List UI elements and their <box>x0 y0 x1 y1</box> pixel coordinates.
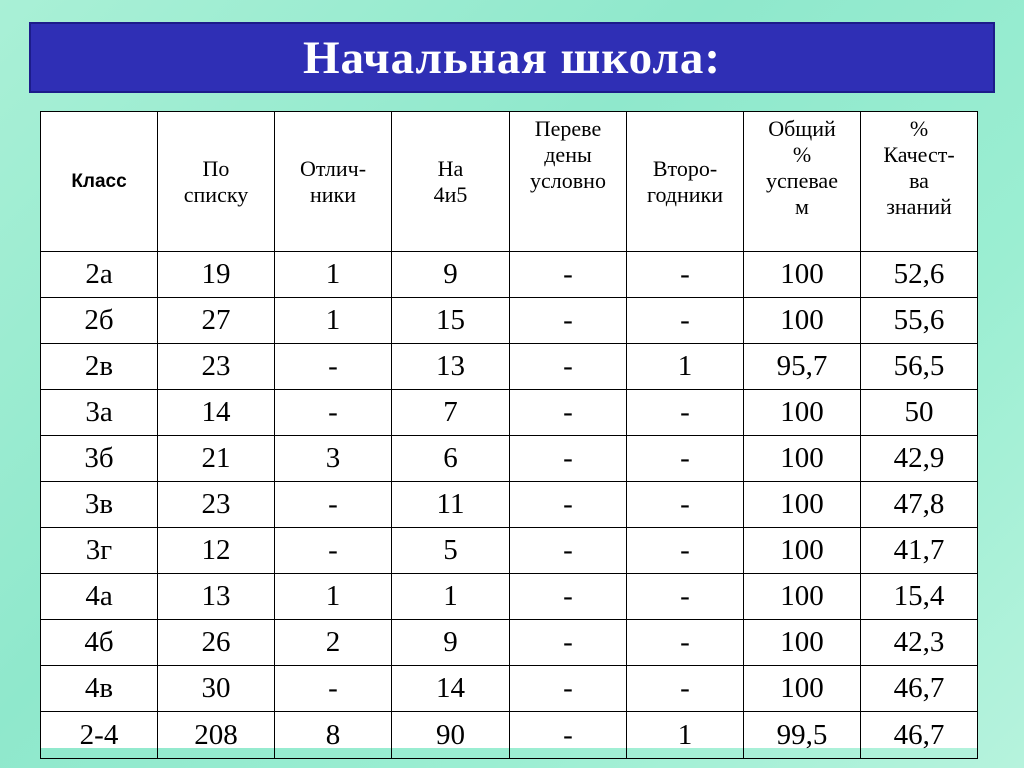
cell-repeaters: - <box>627 252 744 298</box>
table-row <box>41 620 978 666</box>
cell-excellent: 3 <box>275 436 392 482</box>
cell-conditional: - <box>510 298 627 344</box>
title-banner <box>29 22 995 93</box>
cell-quality-rate: 46,7 <box>861 712 978 759</box>
cell-quality-rate: 41,7 <box>861 528 978 574</box>
cell-excellent: 1 <box>275 298 392 344</box>
cell-class: 2в <box>41 344 158 390</box>
cell-quality-rate: 56,5 <box>861 344 978 390</box>
cell-repeaters: 1 <box>627 712 744 759</box>
cell-repeaters: - <box>627 298 744 344</box>
table-total-row <box>41 712 978 759</box>
table-row <box>41 298 978 344</box>
cell-quality-rate: 42,9 <box>861 436 978 482</box>
cell-repeaters: - <box>627 436 744 482</box>
cell-repeaters: - <box>627 482 744 528</box>
cell-conditional: - <box>510 344 627 390</box>
cell-success-rate: 100 <box>744 298 861 344</box>
cell-conditional: - <box>510 528 627 574</box>
cell-enrolled: 12 <box>158 528 275 574</box>
cell-conditional: - <box>510 712 627 759</box>
table-row <box>41 528 978 574</box>
cell-success-rate: 100 <box>744 390 861 436</box>
cell-enrolled: 13 <box>158 574 275 620</box>
cell-good: 9 <box>392 620 510 666</box>
cell-repeaters: 1 <box>627 344 744 390</box>
cell-quality-rate: 47,8 <box>861 482 978 528</box>
cell-good: 13 <box>392 344 510 390</box>
header-class: Класс <box>41 112 158 252</box>
cell-good: 90 <box>392 712 510 759</box>
header-excellent: Отлич- ники <box>275 112 392 252</box>
header-conditional: Переве дены условно <box>510 112 627 252</box>
cell-enrolled: 23 <box>158 482 275 528</box>
cell-enrolled: 21 <box>158 436 275 482</box>
table-row <box>41 252 978 298</box>
table-row <box>41 666 978 712</box>
cell-excellent: - <box>275 482 392 528</box>
table-row <box>41 482 978 528</box>
cell-success-rate: 100 <box>744 252 861 298</box>
cell-repeaters: - <box>627 390 744 436</box>
cell-good: 11 <box>392 482 510 528</box>
cell-conditional: - <box>510 482 627 528</box>
cell-class: 3б <box>41 436 158 482</box>
cell-class: 3г <box>41 528 158 574</box>
cell-quality-rate: 50 <box>861 390 978 436</box>
cell-conditional: - <box>510 436 627 482</box>
cell-conditional: - <box>510 390 627 436</box>
header-enrolled: По списку <box>158 112 275 252</box>
results-table <box>40 111 978 759</box>
results-table-container <box>40 111 977 751</box>
table-row <box>41 436 978 482</box>
cell-enrolled: 30 <box>158 666 275 712</box>
cell-success-rate: 100 <box>744 482 861 528</box>
cell-good: 5 <box>392 528 510 574</box>
cell-repeaters: - <box>627 528 744 574</box>
header-quality-rate: % Качест- ва знаний <box>861 112 978 252</box>
header-repeaters: Второ- годники <box>627 112 744 252</box>
cell-success-rate: 100 <box>744 620 861 666</box>
cell-conditional: - <box>510 620 627 666</box>
table-row <box>41 574 978 620</box>
cell-success-rate: 100 <box>744 436 861 482</box>
cell-enrolled: 27 <box>158 298 275 344</box>
cell-class: 3в <box>41 482 158 528</box>
cell-repeaters: - <box>627 666 744 712</box>
cell-excellent: 2 <box>275 620 392 666</box>
cell-enrolled: 208 <box>158 712 275 759</box>
cell-conditional: - <box>510 666 627 712</box>
page-title: Начальная школа: <box>302 31 722 84</box>
cell-good: 1 <box>392 574 510 620</box>
header-success-rate: Общий % успевае м <box>744 112 861 252</box>
cell-excellent: 1 <box>275 252 392 298</box>
table-row <box>41 390 978 436</box>
cell-quality-rate: 15,4 <box>861 574 978 620</box>
cell-quality-rate: 52,6 <box>861 252 978 298</box>
cell-repeaters: - <box>627 574 744 620</box>
cell-enrolled: 26 <box>158 620 275 666</box>
header-good: На 4и5 <box>392 112 510 252</box>
cell-good: 7 <box>392 390 510 436</box>
cell-enrolled: 23 <box>158 344 275 390</box>
cell-good: 15 <box>392 298 510 344</box>
cell-quality-rate: 46,7 <box>861 666 978 712</box>
cell-success-rate: 99,5 <box>744 712 861 759</box>
cell-success-rate: 100 <box>744 666 861 712</box>
cell-quality-rate: 55,6 <box>861 298 978 344</box>
cell-class: 2б <box>41 298 158 344</box>
cell-excellent: - <box>275 390 392 436</box>
table-header-row <box>41 112 978 252</box>
cell-good: 6 <box>392 436 510 482</box>
cell-class: 2-4 <box>41 712 158 759</box>
cell-conditional: - <box>510 252 627 298</box>
cell-excellent: - <box>275 344 392 390</box>
cell-success-rate: 95,7 <box>744 344 861 390</box>
cell-excellent: 8 <box>275 712 392 759</box>
cell-repeaters: - <box>627 620 744 666</box>
cell-class: 4а <box>41 574 158 620</box>
cell-class: 2а <box>41 252 158 298</box>
cell-excellent: - <box>275 666 392 712</box>
cell-excellent: - <box>275 528 392 574</box>
cell-enrolled: 14 <box>158 390 275 436</box>
cell-class: 4б <box>41 620 158 666</box>
cell-good: 14 <box>392 666 510 712</box>
cell-excellent: 1 <box>275 574 392 620</box>
cell-success-rate: 100 <box>744 528 861 574</box>
cell-class: 4в <box>41 666 158 712</box>
cell-quality-rate: 42,3 <box>861 620 978 666</box>
cell-good: 9 <box>392 252 510 298</box>
cell-enrolled: 19 <box>158 252 275 298</box>
cell-conditional: - <box>510 574 627 620</box>
cell-success-rate: 100 <box>744 574 861 620</box>
table-row <box>41 344 978 390</box>
cell-class: 3а <box>41 390 158 436</box>
